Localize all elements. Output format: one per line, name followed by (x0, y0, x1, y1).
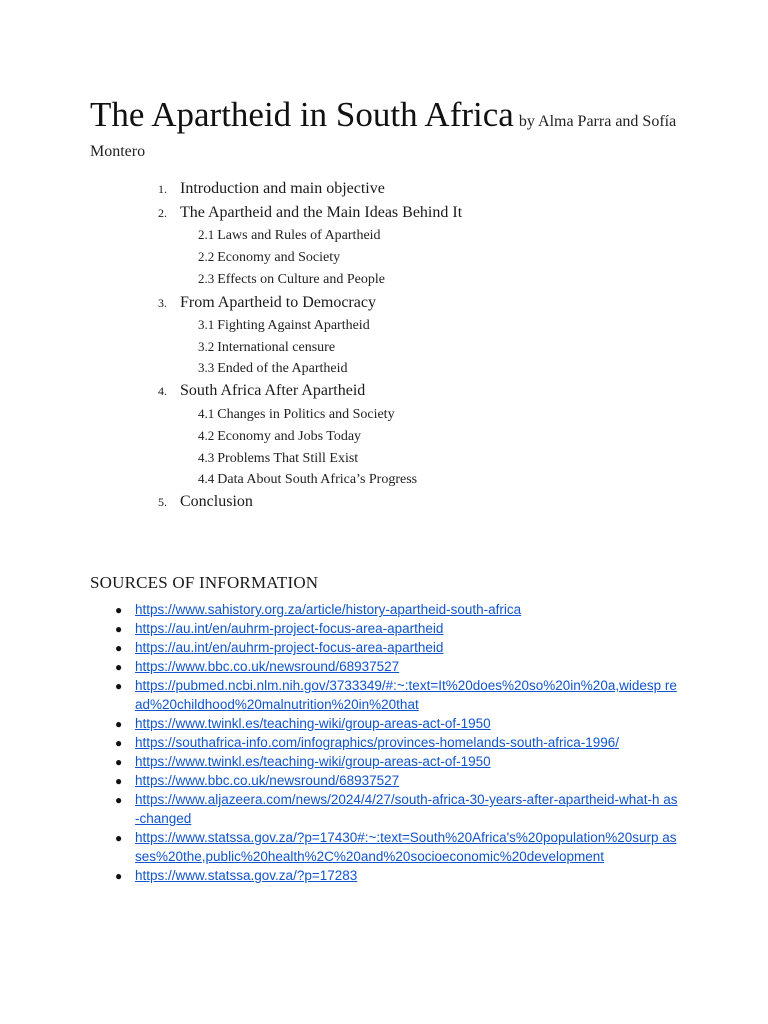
toc-item-label: Introduction and main objective (180, 180, 385, 197)
source-link[interactable]: https://au.int/en/auhrm-project-focus-area-apartheid (135, 621, 444, 636)
toc-item (198, 360, 348, 377)
bullet-icon: ● (115, 736, 123, 750)
bullet-icon: ● (115, 755, 123, 769)
bullet-icon: ● (115, 717, 123, 731)
document-title: The Apartheid in South Africa (90, 95, 514, 134)
toc-item (198, 471, 417, 488)
bullet-icon: ● (115, 679, 123, 693)
source-link[interactable]: https://www.twinkl.es/teaching-wiki/group-areas-act-of-1950 (135, 754, 491, 769)
toc-item-number: 4.1 (198, 406, 215, 421)
byline-continuation: Montero (90, 143, 146, 160)
source-link[interactable]: https://www.statssa.gov.za/?p=17430#:~:text=South%20Africa's%20population%20surp asses%20the,public%20health%2C%20and%20socioeconomic%20development (135, 830, 677, 864)
toc-item-number: 4.3 (198, 450, 215, 465)
byline: by Alma Parra and Sofía (518, 113, 677, 130)
toc-item (198, 339, 335, 356)
toc-item-label: Economy and Society (217, 250, 341, 265)
source-link[interactable]: https://www.bbc.co.uk/newsround/68937527 (135, 659, 400, 674)
toc-item (198, 249, 340, 266)
title-block (90, 93, 700, 137)
bullet-icon: ● (115, 774, 123, 788)
toc-item-number: 2.2 (198, 249, 215, 264)
toc-item-label: Ended of the Apartheid (217, 361, 348, 376)
bullet-icon: ● (115, 641, 123, 655)
bullet-icon: ● (115, 603, 123, 617)
toc-item-number: 2. (158, 206, 167, 220)
source-link[interactable]: https://www.sahistory.org.za/article/history-apartheid-south-africa (135, 602, 522, 617)
toc-item (158, 493, 253, 511)
toc-item-label: Changes in Politics and Society (217, 407, 395, 422)
toc-item (198, 227, 381, 244)
toc-item-label: International censure (217, 340, 336, 355)
toc-item (198, 450, 358, 467)
toc-item-number: 2.3 (198, 271, 215, 286)
source-link[interactable]: https://www.bbc.co.uk/newsround/68937527 (135, 773, 400, 788)
toc-item (158, 294, 376, 312)
sources-heading: SOURCES OF INFORMATION (90, 573, 319, 592)
bullet-icon: ● (115, 869, 123, 883)
toc-item-number: 3.2 (198, 339, 215, 354)
toc-item-number: 5. (158, 495, 167, 509)
source-link[interactable]: https://www.aljazeera.com/news/2024/4/27/south-africa-30-years-after-apartheid-what-h as-changed (135, 792, 678, 826)
toc-item (158, 204, 462, 222)
bullet-icon: ● (115, 831, 123, 845)
toc-item-number: 3.3 (198, 360, 215, 375)
toc-item-label: Effects on Culture and People (217, 272, 385, 287)
toc-item-label: The Apartheid and the Main Ideas Behind It (180, 204, 463, 221)
toc-item (198, 428, 361, 445)
source-link[interactable]: https://www.statssa.gov.za/?p=17283 (135, 868, 358, 883)
toc-item (198, 317, 370, 334)
source-link[interactable]: https://au.int/en/auhrm-project-focus-area-apartheid (135, 640, 444, 655)
bullet-icon: ● (115, 622, 123, 636)
source-link[interactable]: https://pubmed.ncbi.nlm.nih.gov/3733349/#:~:text=It%20does%20so%20in%20a,widesp read%20childhood%20malnutrition%20in%20that (135, 678, 677, 712)
toc-item (158, 180, 385, 198)
toc-item-label: Fighting Against Apartheid (217, 318, 370, 333)
toc-item (158, 382, 365, 400)
toc-item-label: Problems That Still Exist (217, 451, 359, 466)
toc-item-number: 3.1 (198, 317, 215, 332)
source-link[interactable]: https://www.twinkl.es/teaching-wiki/group-areas-act-of-1950 (135, 716, 491, 731)
toc-item-number: 2.1 (198, 227, 215, 242)
toc-item-number: 4.2 (198, 428, 215, 443)
toc-item-label: Laws and Rules of Apartheid (217, 228, 381, 243)
toc-item (198, 271, 385, 288)
bullet-icon: ● (115, 660, 123, 674)
toc-item-label: Data About South Africa’s Progress (217, 472, 418, 487)
toc-item-label: Conclusion (180, 493, 253, 510)
toc-item-label: South Africa After Apartheid (180, 382, 366, 399)
bullet-icon: ● (115, 793, 123, 807)
source-link[interactable]: https://southafrica-info.com/infographics/provinces-homelands-south-africa-1996/ (135, 735, 619, 750)
toc-item-label: From Apartheid to Democracy (180, 294, 376, 311)
toc-item-number: 4.4 (198, 471, 215, 486)
toc-item-number: 3. (158, 296, 167, 310)
toc-item-number: 4. (158, 384, 167, 398)
toc-item-label: Economy and Jobs Today (217, 429, 362, 444)
toc-item-number: 1. (158, 182, 167, 196)
toc-item (198, 406, 395, 423)
